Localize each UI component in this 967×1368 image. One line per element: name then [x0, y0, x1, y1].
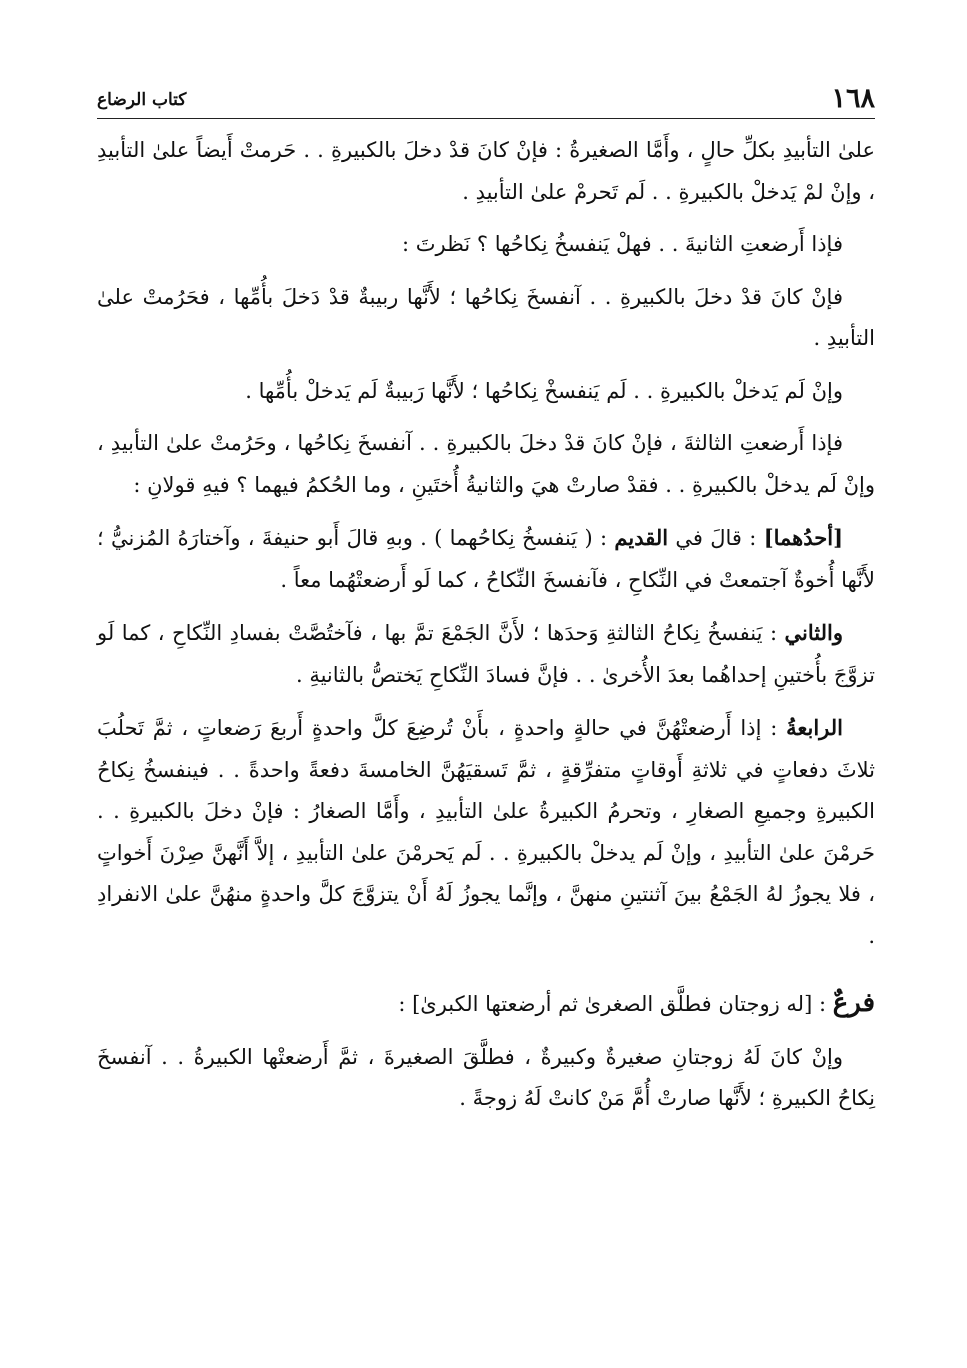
page-header — [97, 82, 875, 119]
paragraph: فإنْ كانَ قدْ دخلَ بالكبيرةِ . . آنفسخَ نِكاحُها ؛ لأَنَّها ربيبةٌ قدْ دَخلَ بأُمِّها ، فحَرُمتْ علىٰ التأبيدِ . — [97, 284, 875, 350]
paragraph: وإنْ كانَ لَهُ زوجتانِ صغيرةٌ وكبيرةٌ ، فطلَّقَ الصغيرةَ ، ثمَّ أَرضعتْها الكبيرةُ . . آنفسخَ نِكاحُ الكبيرةِ ؛ لأَنَّها صارتْ أُمَّ مَنْ كانتْ لَهُ زوجةً . — [97, 1044, 875, 1110]
paragraph-fourth-case — [97, 707, 875, 957]
paragraph-text: : يَنفسخُ نِكاحُ الثالثةِ وَحدَها ؛ لأَنَّ الجَمْعَ تمَّ بها ، فآختُصَّتْ بفسادِ النِّكاحِ ، كما لَو تزوَّجَ بأُختينِ إحداهُما بعدَ الأُخرىٰ . . فإنَّ فسادَ النِّكاحِ يَختصُّ بالثانيةِ . — [97, 621, 875, 687]
qadim-label: القديم — [614, 525, 669, 550]
paragraph-text: : ( يَنفسخُ نِكاحُهما ) . وبهِ قالَ أَبو حنيفةَ ، وآختارَهُ المُزنيُّ ؛ لأَنَّها أُخوةٌ آجتمعتْ في النِّكاحِ ، فآنفسخَ النِّكاحُ ، كما لَو أَرضعتْهُما معاً . — [97, 526, 875, 592]
second-opinion-label: والثاني — [784, 620, 843, 645]
paragraph-second-opinion — [97, 612, 875, 696]
paragraph: علىٰ التأبيدِ بكلِّ حالٍ ، وأَمَّا الصغيرةُ : فإنْ كانَ قدْ دخلَ بالكبيرةِ . . حَرمتْ أَيضاً علىٰ التأبيدِ ، وإنْ لمْ يَدخلْ بالكبيرةِ . . لَم تَحرمْ علىٰ التأبيدِ . — [97, 138, 875, 204]
page-number: ١٦٨ — [831, 83, 875, 114]
branch-title: : [له زوجتان فطلَّق الصغرىٰ ثم أرضعتها الكبرىٰ] : — [398, 992, 833, 1016]
running-title: كتاب الرضاع — [97, 90, 187, 110]
page-body — [97, 130, 875, 1131]
paragraph: وإنْ لَم يَدخلْ بالكبيرةِ . . لَم يَنفسخْ نِكاحُها ؛ لأَنَّها رَبيبةٌ لَم يَدخلْ بأُمِّها . — [245, 378, 843, 403]
paragraph-text: : إذا أَرضعتْهُنَّ في حالةٍ واحدةٍ ، بأَنْ تُرضِعَ كلَّ واحدةٍ أَربعَ رَضعاتٍ ، ثمَّ تَحلُبَ ثلاثَ دفعاتٍ في ثلاثةِ أَوقاتٍ متفرِّقةٍ ، ثمَّ تَسقيَهُنَّ الخامسةَ دفعةً واحدةً . . فينفسخُ نِكاحُ الكبيرةِ وجميعِ الصغارِ ، وتحرمُ الكبيرةُ علىٰ التأبيدِ ، وأَمَّا الصغارُ : فإنْ دخلَ بالكبيرةِ . . حَرمْنَ علىٰ التأبيدِ ، وإنْ لَم يدخلْ بالكبيرةِ . . لَم يَحرمْنَ علىٰ التأبيدِ ، إلاَّ أَنَّهنَّ صِرْنَ أَخواتٍ ، فلا يجوزُ لهُ الجَمْعُ بينَ آثنتينِ منهنَّ ، وإنَّما يجوزُ لَهُ أَنْ يتزوَّجَ كلَّ واحدةٍ منهُنَّ علىٰ الانفرادِ . — [97, 716, 876, 948]
paragraph-first-opinion — [97, 517, 875, 601]
first-opinion-label: [أحدُهما] — [763, 525, 844, 550]
branch-label: فرعٌ — [832, 988, 875, 1018]
paragraph: فإذا أَرضعتِ الثالثةَ ، فإنْ كانَ قدْ دخلَ بالكبيرةِ . . آنفسخَ نِكاحُها ، وحَرُمتْ علىٰ التأبيدِ ، وإنْ لَم يدخلْ بالكبيرةِ . . فقدْ صارتْ هيَ والثانيةُ أُختَينِ ، وما الحُكمُ فيهما ؟ فيهِ قولانِ : — [97, 431, 875, 497]
paragraph: فإذا أَرضعتِ الثانيةَ . . فهلْ يَنفسخُ نِكاحُها ؟ نَظرتَ : — [402, 232, 843, 256]
branch-heading — [97, 983, 875, 1026]
paragraph-text: : قالَ في — [668, 526, 764, 550]
fourth-case-label: الرابعةُ — [786, 715, 843, 740]
